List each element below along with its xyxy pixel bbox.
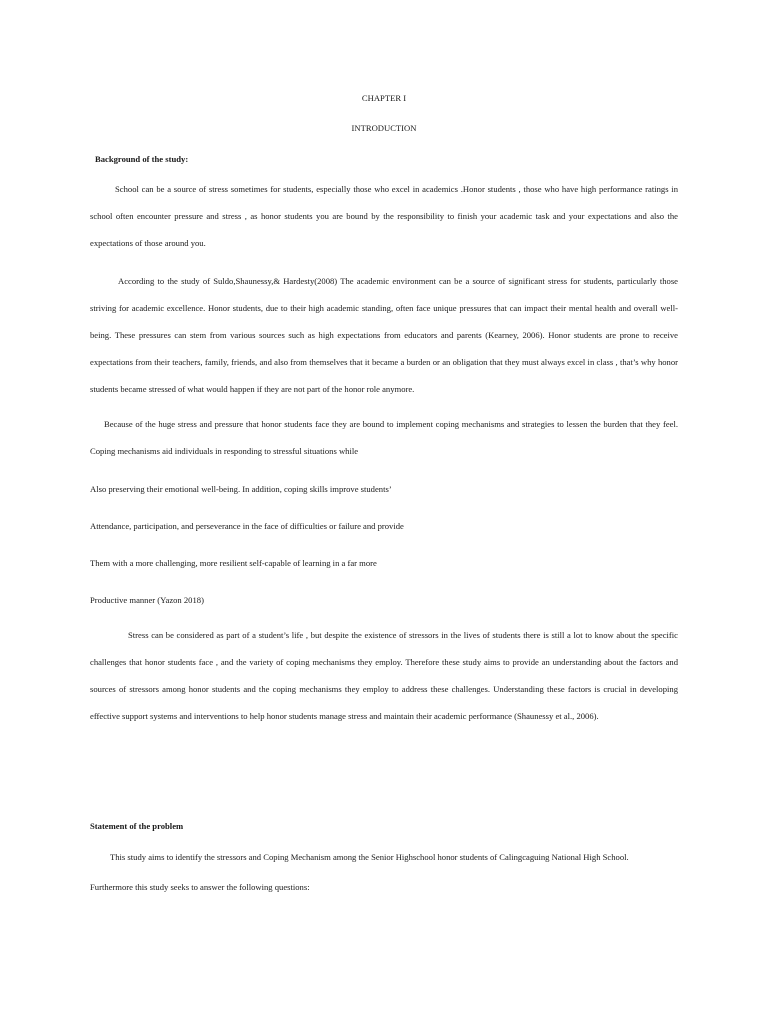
line-productive: Productive manner (Yazon 2018)	[90, 595, 204, 605]
background-heading: Background of the study:	[95, 154, 189, 164]
paragraph-intro: School can be a source of stress sometimes for students, especially those who excel in academics .Honor students , those who have high performance ratings in school often encounter pressure and stress , as honor students you are bound by the responsibility to finish your academic task and your expectations and also the expectations of those around you.	[90, 184, 678, 248]
paragraph-coping: Because of the huge stress and pressure that honor students face they are bound to implement coping mechanisms and strategies to lessen the burden that they feel. Coping mechanisms aid individuals in responding to stressful situations while	[90, 419, 678, 456]
line-preserving: Also preserving their emotional well-being. In addition, coping skills improve students’	[90, 484, 392, 494]
line-challenging: Them with a more challenging, more resilient self-capable of learning in a far more	[90, 558, 377, 568]
problem-heading: Statement of the problem	[90, 821, 184, 831]
paragraph-suldo: According to the study of Suldo,Shaunessy,& Hardesty(2008) The academic environment can be a source of significant stress for students, particularly those striving for academic excellence. Honor students, due to their high academic standing, often face unique pressures that can impact their mental health and overall well-being. These pressures can stem from various sources such as high expectations from educators and parents (Kearney, 2006). Honor students are prone to receive expectations from their teachers, family, friends, and also from themselves that it became a burden or an obligation that they must always excel in class , that’s why honor students became stressed of what would happen if they are not part of the honor role anymore.	[90, 276, 678, 394]
problem-followup: Furthermore this study seeks to answer the following questions:	[90, 882, 310, 892]
line-attendance: Attendance, participation, and perseverance in the face of difficulties or failure and provide	[90, 521, 404, 531]
problem-paragraph: This study aims to identify the stressors and Coping Mechanism among the Senior Highschool honor students of Calingcaguing National High School.	[110, 852, 629, 862]
section-title: INTRODUCTION	[351, 123, 417, 133]
paragraph-stress: Stress can be considered as part of a student’s life , but despite the existence of stressors in the lives of students there is still a lot to know about the specific challenges that honor students face , and the variety of coping mechanisms they employ. Therefore these study aims to provide an understanding about the factors and sources of stressors among honor students and the coping mechanisms they employ to address these challenges. Understanding these factors is crucial in developing effective support systems and interventions to help honor students manage stress and maintain their academic performance (Shaunessy et al., 2006).	[90, 630, 678, 721]
chapter-label: CHAPTER I	[361, 93, 407, 103]
